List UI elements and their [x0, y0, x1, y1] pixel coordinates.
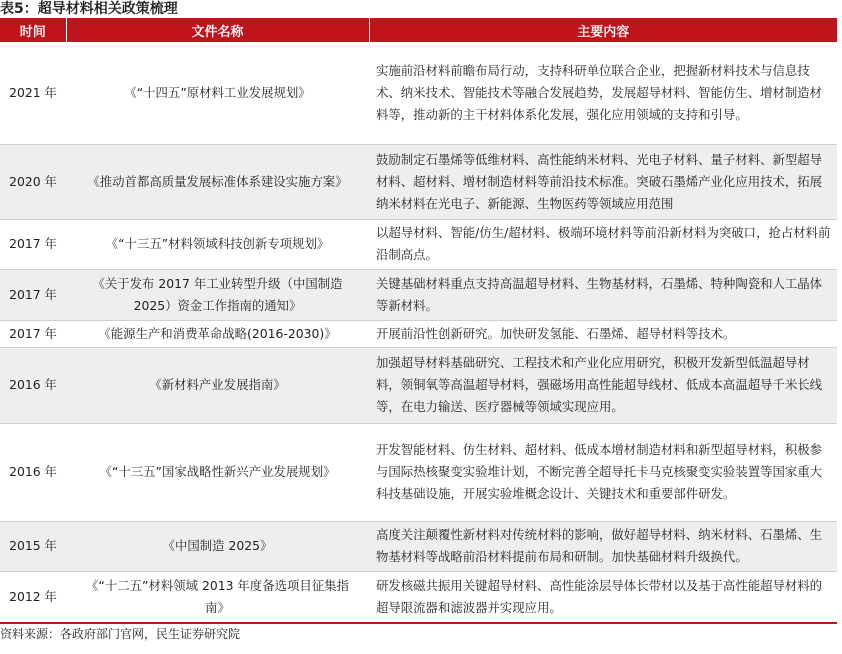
- row-document: 《“十三五”国家战略性新兴产业发展规划》: [66, 423, 369, 521]
- row-content: 实施前沿材料前瞻布局行动，支持科研单位联合企业，把握新材料技术与信息技术、纳米技术、智能技术等融合发展趋势，发展超导材料、智能仿生、增材制造材料等，推动新的主干材料体系化发展，强化应用领域的支持和引导。: [369, 42, 837, 144]
- row-content: 开发智能材料、仿生材料、超材料、低成本增材制造材料和新型超导材料，积极参与国际热核聚变实验堆计划，不断完善全超导托卡马克核聚变实验装置等国家重大科技基础设施，开展实验堆概念设计、关键技术和重要部件研发。: [369, 423, 837, 521]
- row-document: 《能源生产和消费革命战略(2016-2030)》: [66, 320, 369, 347]
- table-bottom-rule: [0, 622, 837, 624]
- row-year: 2016 年: [0, 347, 66, 423]
- table-row: [0, 144, 837, 219]
- table-header-row: [0, 18, 837, 42]
- header-content: 主要内容: [369, 18, 837, 42]
- row-content: 高度关注颠覆性新材料对传统材料的影响，做好超导材料、纳米材料、石墨烯、生物基材料等战略前沿材料提前布局和研制。加快基础材料升级换代。: [369, 521, 837, 571]
- row-year: 2016 年: [0, 423, 66, 521]
- row-year: 2020 年: [0, 144, 66, 219]
- row-content: 开展前沿性创新研究。加快研发氢能、石墨烯、超导材料等技术。: [369, 320, 837, 347]
- row-document: 《关于发布 2017 年工业转型升级（中国制造 2025）资金工作指南的通知》: [66, 269, 369, 320]
- table-row: [0, 423, 837, 521]
- table-title: 表5：超导材料相关政策梳理: [0, 1, 178, 17]
- row-document: 《中国制造 2025》: [66, 521, 369, 571]
- row-year: 2017 年: [0, 320, 66, 347]
- row-content: 研发核磁共振用关键超导材料、高性能涂层导体长带材以及基于高性能超导材料的超导限流器和滤波器并实现应用。: [369, 571, 837, 622]
- header-time: 时间: [0, 18, 66, 42]
- table-row: [0, 347, 837, 423]
- row-year: 2012 年: [0, 571, 66, 622]
- header-document: 文件名称: [66, 18, 369, 42]
- row-content: 鼓励制定石墨烯等低维材料、高性能纳米材料、光电子材料、量子材料、新型超导材料、超材料、增材制造材料等前沿技术标准。突破石墨烯产业化应用技术，拓展纳米材料在光电子、新能源、生物医药等领域应用范围: [369, 144, 837, 219]
- policy-table: [0, 18, 837, 623]
- row-year: 2015 年: [0, 521, 66, 571]
- table-row: [0, 521, 837, 571]
- row-content: 加强超导材料基础研究、工程技术和产业化应用研究，积极开发新型低温超导材料，领铜氧等高温超导材料，强磁场用高性能超导线材、低成本高温超导千米长线等，在电力输送、医疗器械等领域实现应用。: [369, 347, 837, 423]
- row-document: 《推动首都高质量发展标准体系建设实施方案》: [66, 144, 369, 219]
- source-note: 资料来源：各政府部门官网，民生证券研究院: [0, 627, 241, 641]
- row-document: 《“十四五”原材料工业发展规划》: [66, 42, 369, 144]
- table-row: [0, 269, 837, 320]
- row-document: 《“十二五”材料领域 2013 年度备选项目征集指南》: [66, 571, 369, 622]
- row-content: 以超导材料、智能/仿生/超材料、极端环境材料等前沿新材料为突破口，抢占材料前沿制高点。: [369, 219, 837, 269]
- table-row: [0, 42, 837, 144]
- table-row: [0, 571, 837, 622]
- row-year: 2017 年: [0, 219, 66, 269]
- table-row: [0, 320, 837, 347]
- row-year: 2017 年: [0, 269, 66, 320]
- row-content: 关键基础材料重点支持高温超导材料、生物基材料，石墨烯、特种陶瓷和人工晶体等新材料。: [369, 269, 837, 320]
- row-document: 《新材料产业发展指南》: [66, 347, 369, 423]
- row-document: 《“十三五”材料领域科技创新专项规划》: [66, 219, 369, 269]
- table-row: [0, 219, 837, 269]
- row-year: 2021 年: [0, 42, 66, 144]
